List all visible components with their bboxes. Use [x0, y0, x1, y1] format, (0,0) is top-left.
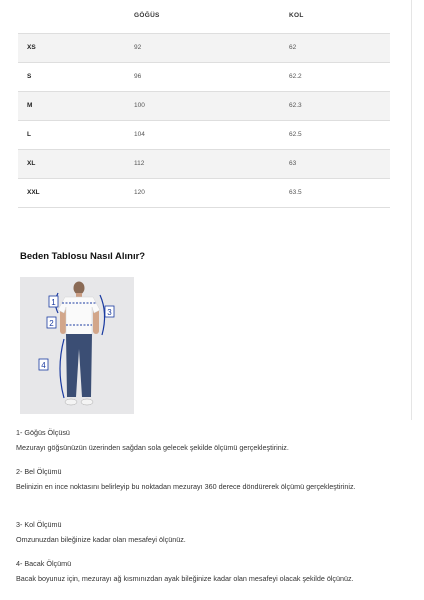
guide-title: Beden Tablosu Nasıl Alınır? — [20, 251, 146, 262]
table-row — [18, 120, 390, 149]
size-label: XS — [27, 44, 36, 51]
kol-value: 63 — [289, 160, 297, 167]
measurement-desc: Belinizin en ince noktasını belirleyip bu noktadan mezurayı 360 derece döndürerek ölçümü gerçekleştiriniz. — [16, 482, 356, 491]
gogus-value: 96 — [134, 73, 142, 80]
measurement-figure — [20, 277, 134, 414]
measurement-title: 2- Bel Ölçümü — [16, 467, 62, 476]
measurement-title: 4- Bacak Ölçümü — [16, 559, 72, 568]
kol-value: 62.5 — [289, 131, 302, 138]
model-head — [74, 282, 85, 295]
size-label: M — [27, 102, 33, 109]
model-jeans — [66, 334, 92, 397]
measurement-desc: Bacak boyunuz için, mezurayı ağ kısmınızdan ayak bileğinize kadar olan mesafeyi olacak şekilde ölçünüz. — [16, 574, 354, 583]
gogus-value: 112 — [134, 160, 145, 167]
gogus-value: 92 — [134, 44, 142, 51]
measurement-desc: Mezurayı göğsünüzün üzerinden sağdan sola gelecek şekilde ölçümü gerçekleştiriniz. — [16, 443, 289, 452]
model-illustration — [20, 277, 134, 414]
measurement-chest — [16, 427, 289, 454]
kol-value: 62.3 — [289, 102, 302, 109]
model-right-shoe — [81, 399, 93, 405]
model-left-shoe — [65, 399, 77, 405]
measurement-title: 1- Göğüs Ölçüsü — [16, 428, 70, 437]
gogus-value: 100 — [134, 102, 145, 109]
measurement-waist — [16, 466, 356, 493]
page-divider — [411, 0, 412, 420]
table-row — [18, 91, 390, 120]
size-table — [18, 0, 390, 208]
marker-2: 2 — [49, 319, 54, 328]
size-label: L — [27, 131, 31, 138]
measurement-desc: Omzunuzdan bileğinize kadar olan mesafeyi ölçünüz. — [16, 535, 186, 544]
measurement-title: 3- Kol Ölçümü — [16, 520, 62, 529]
leg-bracket — [60, 339, 64, 398]
table-row — [18, 62, 390, 91]
arm-bracket — [100, 295, 105, 335]
size-label: XXL — [27, 189, 40, 196]
marker-3: 3 — [107, 308, 112, 317]
kol-value: 62.2 — [289, 73, 302, 80]
table-row — [18, 149, 390, 178]
marker-1: 1 — [51, 298, 56, 307]
header-kol: KOL — [289, 12, 304, 19]
kol-value: 62 — [289, 44, 297, 51]
header-gogus: GÖĞÜS — [134, 12, 160, 19]
gogus-value: 104 — [134, 131, 145, 138]
kol-value: 63.5 — [289, 189, 302, 196]
table-row — [18, 33, 390, 62]
measurement-arm — [16, 519, 186, 546]
gogus-value: 120 — [134, 189, 145, 196]
measurement-leg — [16, 558, 354, 585]
size-table-header — [18, 0, 390, 33]
table-row — [18, 178, 390, 208]
size-label: S — [27, 73, 32, 80]
marker-4: 4 — [41, 361, 46, 370]
size-label: XL — [27, 160, 36, 167]
